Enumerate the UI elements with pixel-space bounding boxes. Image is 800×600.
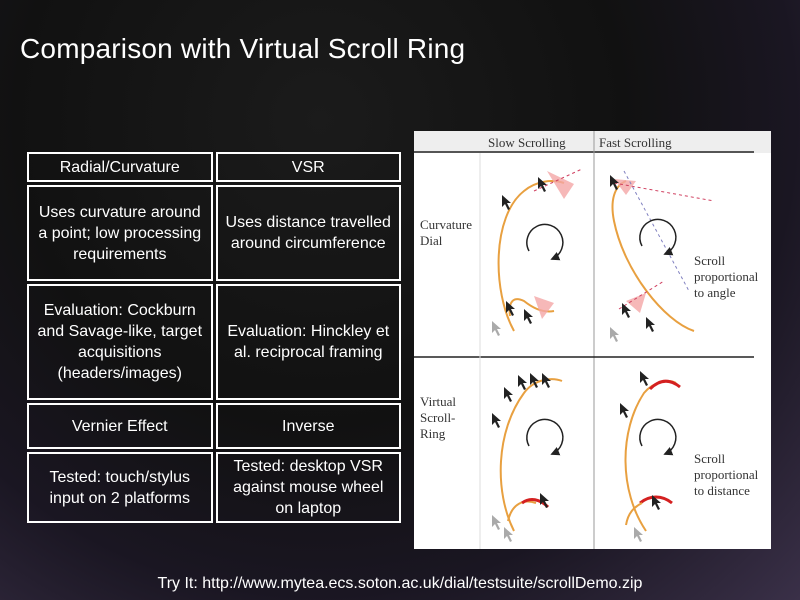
svg-text:Ring: Ring [420,426,446,441]
table-row [27,403,401,449]
note-angle: Scroll [694,253,726,268]
row-curvature-label: Curvature [420,217,472,232]
col-slow-label: Slow Scrolling [488,135,566,150]
row-vsr-label: Virtual [420,394,457,409]
table-cell: VSR [216,152,402,182]
table-cell: Inverse [216,403,402,449]
table-cell: Radial/Curvature [27,152,213,182]
note-distance: Scroll [694,451,726,466]
comparison-table [24,149,404,526]
table-cell: Tested: desktop VSR against mouse wheel on laptop [216,452,402,523]
svg-text:Dial: Dial [420,233,443,248]
svg-text:to distance: to distance [694,483,750,498]
table-row [27,284,401,400]
footer-link-text: Try It: http://www.mytea.ecs.soton.ac.uk/dial/testsuite/scrollDemo.zip [157,575,643,592]
table-row [27,152,401,182]
table-cell: Vernier Effect [27,403,213,449]
svg-text:Scroll-: Scroll- [420,410,456,425]
col-fast-label: Fast Scrolling [599,135,672,150]
table-row [27,185,401,281]
table-cell: Tested: touch/stylus input on 2 platforms [27,452,213,523]
table-cell: Uses distance travelled around circumference [216,185,402,281]
table-cell: Uses curvature around a point; low processing requirements [27,185,213,281]
svg-text:to angle: to angle [694,285,736,300]
slide-title: Comparison with Virtual Scroll Ring [20,33,466,64]
svg-text:proportional: proportional [694,269,759,284]
table-cell: Evaluation: Cockburn and Savage-like, target acquisitions (headers/images) [27,284,213,400]
diagram-svg [414,131,771,549]
svg-text:proportional: proportional [694,467,759,482]
scrolling-diagram [414,131,771,549]
table-cell: Evaluation: Hinckley et al. reciprocal framing [216,284,402,400]
table-row [27,452,401,523]
